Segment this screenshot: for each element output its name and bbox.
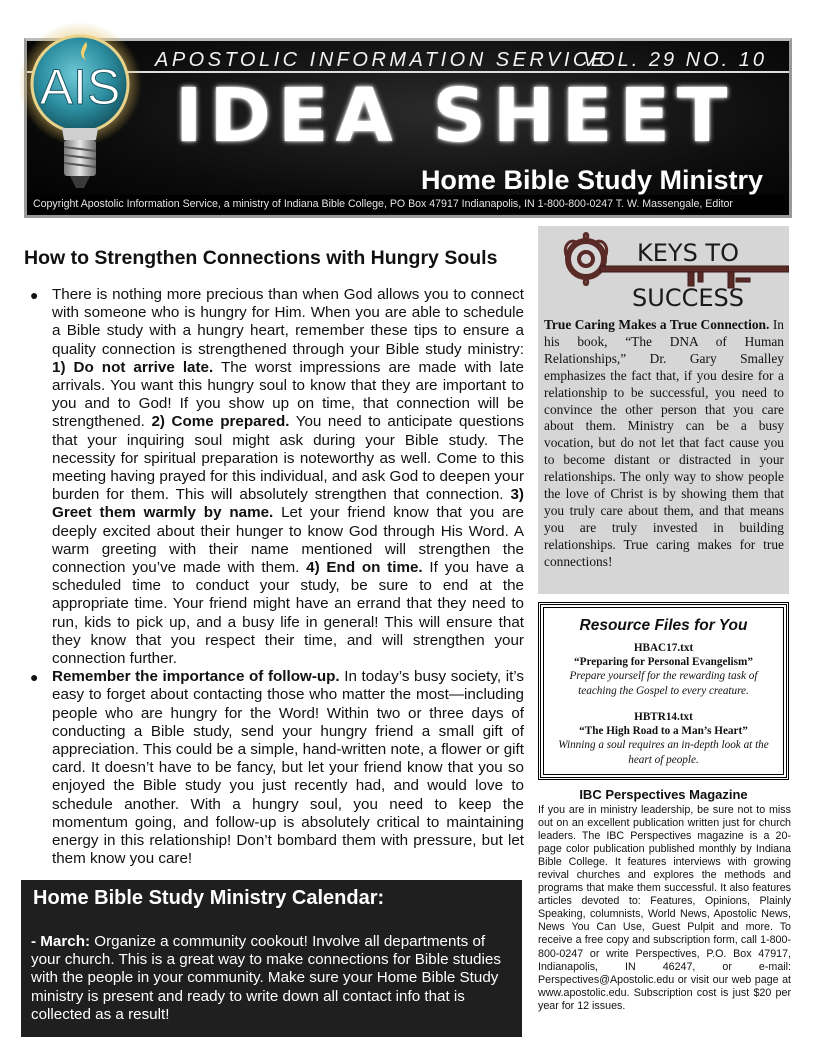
list-item xyxy=(24,668,524,868)
resource-filename: HBTR14.txt xyxy=(634,711,693,723)
calendar-title: Home Bible Study Ministry Calendar: xyxy=(33,887,385,909)
article-text: Let your friend know that you are deeply excited about their hunger to know God through His Word. A warm greeting with their name mentioned will strengthen the connection you’ve made with them. xyxy=(52,504,524,577)
svg-text:AIS: AIS xyxy=(39,59,121,115)
resource-title: “Preparing for Personal Evangelism” xyxy=(574,656,753,668)
calendar-month-label: - March: xyxy=(31,933,91,950)
article-heading: How to Strengthen Connections with Hungry Souls xyxy=(24,247,498,269)
keys-to-success-box xyxy=(538,226,789,594)
resource-files-box xyxy=(538,602,789,780)
calendar-entry xyxy=(31,933,512,1024)
article-text: The worst impressions are made with late arrivals. You want this hungry soul to know that they are important to you and to God! If you show up on time, that connection will be strengthened. xyxy=(52,358,524,431)
calendar-entry-text: Organize a community cookout! Involve all departments of your church. This is a great way to make connections for Bible studies with the people in your community. Make sure your Home Bible Study ministry is present and ready to write down all contact info that is collected as a result! xyxy=(31,933,501,1023)
keys-lead: True Caring Makes a True Connection. xyxy=(544,317,770,332)
tip-end-on-time: 4) End on time. xyxy=(306,559,423,577)
tip-follow-up: Remember the importance of follow-up. xyxy=(52,668,340,686)
keys-heading-line1: KEYS TO xyxy=(637,239,739,267)
article-text: There is nothing more precious than when God allows you to connect with someone who is hungry for Him. When you are able to schedule a Bible study with a hungry heart, remember these tips to ensure a quality connection is strengthened through your Bible study ministry: xyxy=(52,286,524,358)
keys-body: In his book, “The DNA of Human Relationships,” Dr. Gary Smalley emphasizes the fact that, if you desire for a relationship to be successful, you need to convince the other person that you care about them. Ministry can be a busy vocation, but do not let that fact cause you to become distant or distracted in your relationships. The only way to show people the love of Christ is by showing them that you truly care about them, and that means you are truly invested in building relationships. True caring makes for true connections! xyxy=(544,317,784,569)
ornate-key-icon xyxy=(538,226,789,314)
resource-description: Winning a soul requires an in-depth look at the heart of people. xyxy=(558,739,769,766)
bullet-icon: ● xyxy=(30,287,39,303)
resource-file-1 xyxy=(541,641,786,669)
tip-come-prepared: 2) Come prepared. xyxy=(151,413,290,431)
tip-do-not-arrive-late: 1) Do not arrive late. xyxy=(52,358,214,376)
masthead-subtitle: Home Bible Study Ministry xyxy=(420,165,763,195)
publication-series: APOSTOLIC INFORMATION SERVICE xyxy=(155,49,608,71)
resource-description: Prepare yourself for the rewarding task of teaching the Gospel to every creature. xyxy=(569,670,758,697)
resources-title: Resource Files for You xyxy=(579,617,748,634)
ais-lightbulb-logo xyxy=(20,16,150,206)
masthead-title: IDEA SHEET xyxy=(175,73,735,159)
article-list xyxy=(24,286,524,869)
article-text: In today’s busy society, it’s easy to forget about contacting those who matter the most—including people who are hungry for the Word! Within two or three days of conducting a Bible study, send your hungry friend a small gift of appreciation. This could be a simple, hand-written note, a flower or gift card. It doesn’t have to be fancy, but let your friend know that you so enjoyed the Bible study you just recently had, and would love to schedule another. With a hungry soul, you need to keep the momentum going, and follow-up is absolutely critical to maintaining energy in this relationship! Don’t bombard them with pressure, but let them know you care! xyxy=(52,668,524,868)
copyright-line: Copyright Apostolic Information Service, a ministry of Indiana Bible College, PO Box 47917 Indianapolis, IN 1-800-800-0247 T. W. Massengale, Editor xyxy=(33,195,785,213)
bullet-icon: ● xyxy=(30,669,39,686)
article-text: If you have a scheduled time to conduct your study, be sure to end at the appropriate time. Your friend might have an errand that they need to run, kids to pick up, and a busy life in general! This will ensure that they know that you respect their time, and will strengthen your connection further. xyxy=(52,559,524,668)
list-item xyxy=(24,286,524,668)
keys-article xyxy=(544,317,784,571)
magazine-text: If you are in ministry leadership, be sure not to miss out on an excellent publication written just for church leaders. The IBC Perspectives magazine is a 20-page color publication published monthly by Indiana Bible College. It features interviews with growing revival churches and explores the methods and programs that make them successful. It also features articles devoted to: Features, Opinions, Plainly Speaking, columnists, World News, Apostolic News, News You Can Use, Guest Pulpit and more. To receive a free copy and subscription form, call 1-800- 800-0247 or write Perspectives, P.O. Box 47917, Indianapolis, IN 46247, or e-mail: Perspectives@Apostolic.edu or visit our web page at www.apostolic.edu. Subscription cost is just $20 per year for 12 issues. xyxy=(538,804,791,1012)
volume-number: VOL. 29 NO. 10 xyxy=(582,49,767,71)
ministry-calendar xyxy=(21,880,522,1037)
tip-greet-warmly: 3) Greet them warmly by name. xyxy=(52,486,524,522)
resource-file-2 xyxy=(541,710,786,738)
keys-heading-line2: SUCCESS xyxy=(632,284,744,312)
article-text: You need to anticipate questions that your inquiring soul might ask during your Bible study. The necessity for spiritual preparation is noteworthy as well. Come to this meeting having prayed for this individual, and ask God to deepen your burden for them. This will absolutely strengthen that connection. xyxy=(52,413,524,504)
magazine-title: IBC Perspectives Magazine xyxy=(579,787,748,802)
resource-title: “The High Road to a Man’s Heart” xyxy=(579,725,748,737)
resource-filename: HBAC17.txt xyxy=(633,642,694,654)
